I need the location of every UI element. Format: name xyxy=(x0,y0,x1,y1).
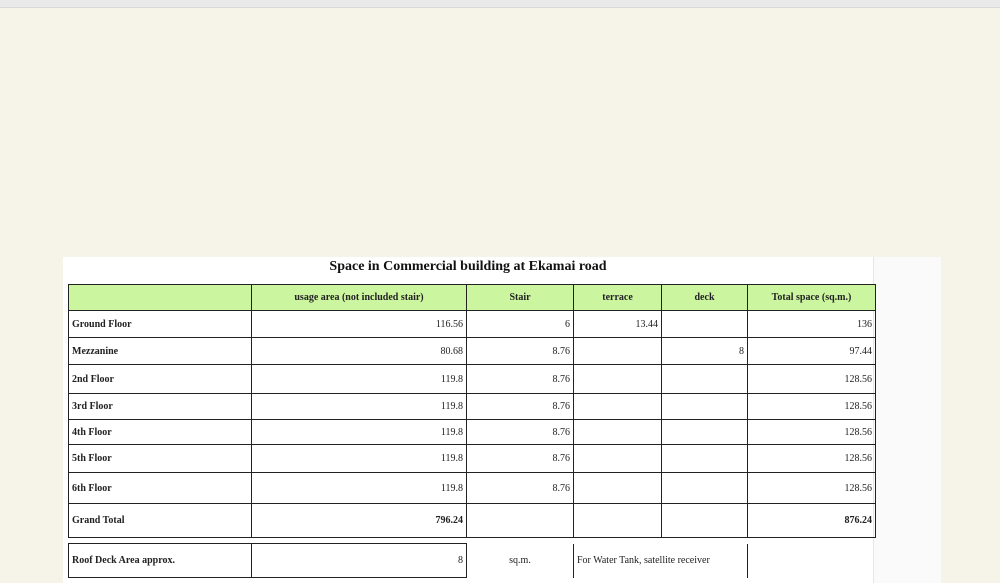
cell-terrace xyxy=(574,365,662,394)
header-terrace: terrace xyxy=(574,285,662,311)
cell-deck xyxy=(662,473,748,504)
row-label: Ground Floor xyxy=(69,311,252,338)
table-row xyxy=(69,394,876,420)
table-row xyxy=(69,311,876,338)
row-label: 4th Floor xyxy=(69,420,252,445)
table-row xyxy=(69,473,876,504)
row-label: 3rd Floor xyxy=(69,394,252,420)
table-row xyxy=(69,420,876,445)
roof-deck-note: For Water Tank, satellite receiver xyxy=(574,544,748,578)
cell-terrace: 13.44 xyxy=(574,311,662,338)
row-label: 5th Floor xyxy=(69,445,252,473)
cell-deck xyxy=(662,445,748,473)
cell-stair: 6 xyxy=(467,311,574,338)
cell-total: 128.56 xyxy=(748,394,876,420)
row-label: 6th Floor xyxy=(69,473,252,504)
grand-total-label: Grand Total xyxy=(69,504,252,538)
cell-stair: 8.76 xyxy=(467,365,574,394)
table-row xyxy=(69,338,876,365)
cell-usage: 119.8 xyxy=(252,420,467,445)
cell-deck xyxy=(662,394,748,420)
cell-terrace xyxy=(574,445,662,473)
grand-total-stair xyxy=(467,504,574,538)
sheet-title: Space in Commercial building at Ekamai road xyxy=(329,259,607,274)
grand-total-value: 876.24 xyxy=(748,504,876,538)
grand-total-usage: 796.24 xyxy=(252,504,467,538)
space-table xyxy=(68,284,876,578)
cell-total: 128.56 xyxy=(748,445,876,473)
header-total: Total space (sq.m.) xyxy=(748,285,876,311)
spreadsheet-page xyxy=(63,257,940,583)
cell-deck xyxy=(662,420,748,445)
header-usage: usage area (not included stair) xyxy=(252,285,467,311)
cell-terrace xyxy=(574,338,662,365)
cell-deck: 8 xyxy=(662,338,748,365)
header-stair: Stair xyxy=(467,285,574,311)
cell-stair: 8.76 xyxy=(467,473,574,504)
cell-stair: 8.76 xyxy=(467,338,574,365)
cell-usage: 116.56 xyxy=(252,311,467,338)
cell-deck xyxy=(662,365,748,394)
cell-terrace xyxy=(574,394,662,420)
table-row xyxy=(69,365,876,394)
cell-usage: 80.68 xyxy=(252,338,467,365)
cell-usage: 119.8 xyxy=(252,365,467,394)
cell-total: 97.44 xyxy=(748,338,876,365)
cell-deck xyxy=(662,311,748,338)
cell-stair: 8.76 xyxy=(467,420,574,445)
cell-stair: 8.76 xyxy=(467,394,574,420)
header-row xyxy=(69,285,876,311)
cell-stair: 8.76 xyxy=(467,445,574,473)
roof-deck-row xyxy=(69,544,876,578)
roof-deck-value: 8 xyxy=(252,544,467,578)
row-label: Mezzanine xyxy=(69,338,252,365)
header-deck: deck xyxy=(662,285,748,311)
roof-deck-unit: sq.m. xyxy=(467,544,574,578)
roof-deck-label: Roof Deck Area approx. xyxy=(69,544,252,578)
table-row xyxy=(69,445,876,473)
cell-usage: 119.8 xyxy=(252,394,467,420)
grand-total-row xyxy=(69,504,876,538)
cell-total: 136 xyxy=(748,311,876,338)
roof-deck-blank xyxy=(748,544,876,578)
cell-usage: 119.8 xyxy=(252,445,467,473)
grand-total-terrace xyxy=(574,504,662,538)
cell-terrace xyxy=(574,420,662,445)
row-label: 2nd Floor xyxy=(69,365,252,394)
cell-total: 128.56 xyxy=(748,365,876,394)
grand-total-deck xyxy=(662,504,748,538)
cell-total: 128.56 xyxy=(748,420,876,445)
cell-usage: 119.8 xyxy=(252,473,467,504)
cell-terrace xyxy=(574,473,662,504)
browser-top-bar xyxy=(0,0,1000,8)
header-blank xyxy=(69,285,252,311)
cell-total: 128.56 xyxy=(748,473,876,504)
page-margin xyxy=(873,257,941,583)
